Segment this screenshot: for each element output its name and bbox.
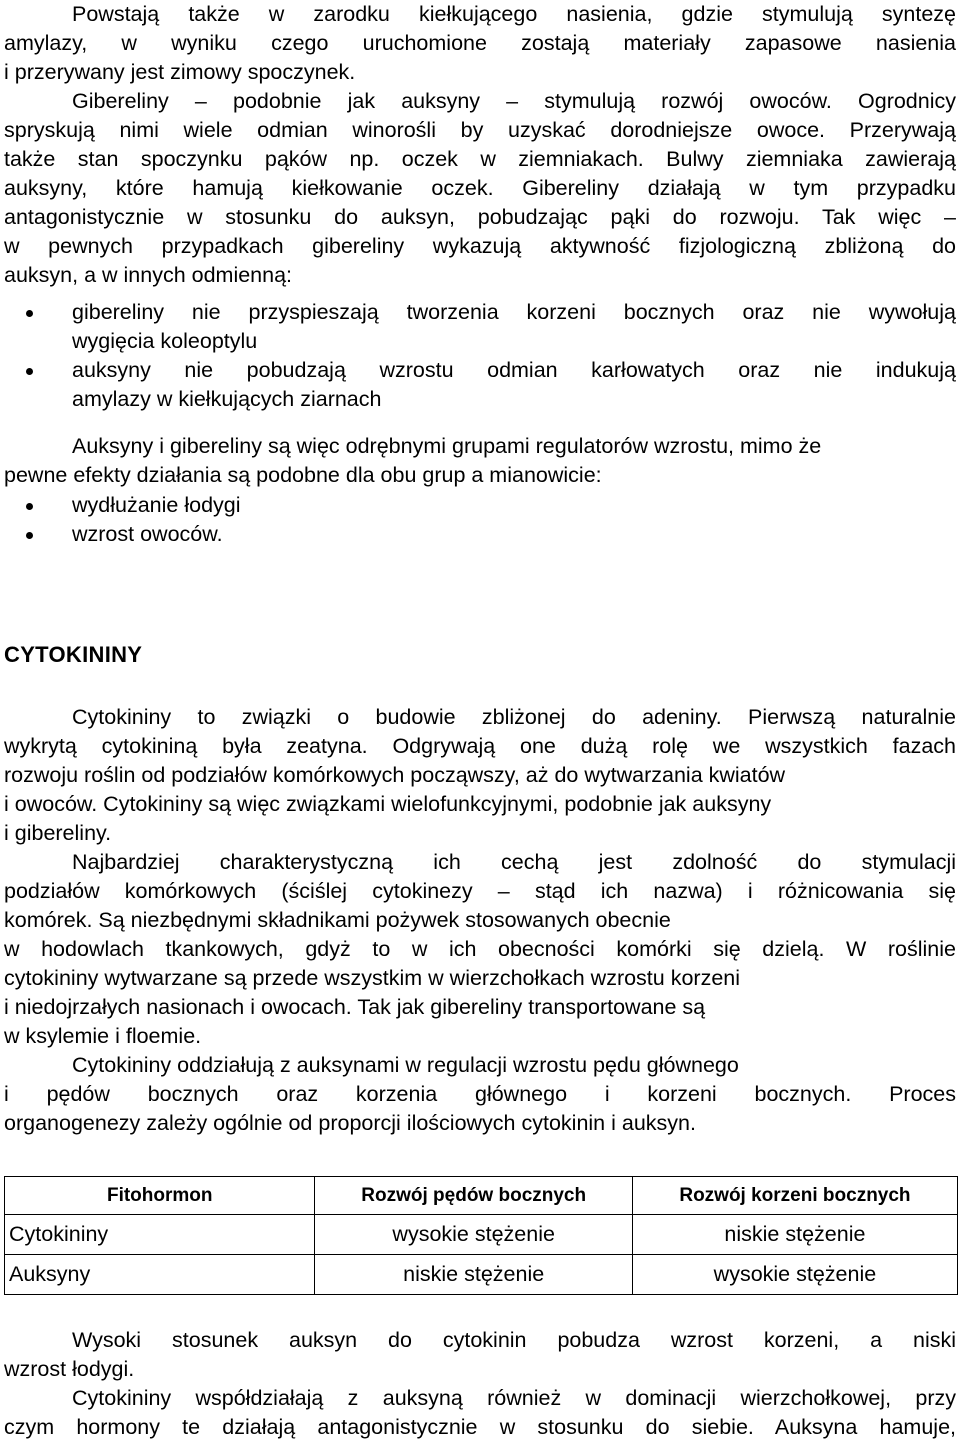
text-line: w pewnych przypadkach gibereliny wykazują aktywność fizjologiczną zbliżoną do (4, 234, 956, 258)
table-cell: wysokie stężenie (632, 1255, 957, 1295)
differences-list (4, 298, 956, 414)
text-line: i owoców. Cytokininy są więc związkami wielofunkcyjnymi, podobnie jak auksyny (4, 792, 772, 816)
text-line: gibereliny nie przyspieszają tworzenia korzeni bocznych oraz nie wywołują (72, 300, 956, 324)
list-item (4, 298, 956, 356)
text-line: i pędów bocznych oraz korzenia głównego i korzeni bocznych. Proces (4, 1082, 956, 1106)
table-cell: Auksyny (5, 1255, 315, 1295)
table-cell: wysokie stężenie (315, 1215, 632, 1255)
table-cell: niskie stężenie (632, 1215, 957, 1255)
bullet-icon (26, 368, 33, 375)
text-line: Wysoki stosunek auksyn do cytokinin pobudza wzrost korzeni, a niski (72, 1328, 956, 1352)
text-line: podziałów komórkowych (ściślej cytokinezy – stąd ich nazwa) i różnicowania się (4, 879, 956, 903)
bullet-icon (26, 503, 33, 510)
common-effects-list (4, 491, 956, 549)
text-line: cytokininy wytwarzane są przede wszystkim w wierzchołkach wzrostu korzeni (4, 966, 741, 990)
hormone-table (4, 1176, 958, 1295)
text-line: Cytokininy współdziałają z auksyną również w dominacji wierzchołkowej, przy (72, 1386, 956, 1410)
table-header-cell: Fitohormon (5, 1177, 315, 1215)
text-line: i niedojrzałych nasionach i owocach. Tak jak gibereliny transportowane są (4, 995, 706, 1019)
ratio-paragraph (4, 1326, 956, 1442)
text-line: wzrost owoców. (72, 522, 223, 546)
text-line: organogenezy zależy ogólnie od proporcji ilościowych cytokinin i auksyn. (4, 1111, 696, 1135)
bullet-icon (26, 310, 33, 317)
text-line: antagonistycznie w stosunku do auksyn, pobudzając pąki do rozwoju. Tak więc – (4, 205, 956, 229)
text-line: rozwoju roślin od podziałów komórkowych począwszy, aż do wytwarzania kwiatów (4, 763, 786, 787)
text-line: auksyn, a w innych odmienną: (4, 263, 293, 287)
text-line: Auksyny i gibereliny są więc odrębnymi grupami regulatorów wzrostu, mimo że (72, 434, 822, 458)
section-heading: CYTOKININY (4, 642, 143, 667)
bullet-icon (26, 532, 33, 539)
text-line: także stan spoczynku pąków np. oczek w ziemniakach. Bulwy ziemniaka zawierają (4, 147, 956, 171)
text-line: w ksylemie i floemie. (4, 1024, 202, 1048)
text-line: w hodowlach tkankowych, gdyż to w ich obecności komórki się dzielą. W roślinie (4, 937, 956, 961)
intro-paragraph (4, 0, 956, 290)
text-line: pewne efekty działania są podobne dla obu grup a mianowicie: (4, 463, 602, 487)
text-line: spryskują nimi wiele odmian winorośli by uzyskać dorodniejsze owoce. Przerywają (4, 118, 956, 142)
table-header-row (5, 1177, 958, 1215)
text-line: auksyny nie pobudzają wzrostu odmian karłowatych oraz nie indukują (72, 358, 956, 382)
text-line: komórek. Są niezbędnymi składnikami pożywek stosowanych obecnie (4, 908, 671, 932)
text-line: Najbardziej charakterystyczną ich cechą jest zdolność do stymulacji (72, 850, 956, 874)
text-line: i przerywany jest zimowy spoczynek. (4, 60, 356, 84)
table-cell: niskie stężenie (315, 1255, 632, 1295)
list-item (4, 356, 956, 414)
table-row (5, 1255, 958, 1295)
text-line: Powstają także w zarodku kiełkującego nasienia, gdzie stymulują syntezę (72, 2, 956, 26)
table-row (5, 1215, 958, 1255)
text-line: czym hormony te działają antagonistycznie w stosunku do siebie. Auksyna hamuje, (4, 1415, 956, 1439)
table-cell: Cytokininy (5, 1215, 315, 1255)
text-line: wygięcia koleoptylu (72, 329, 258, 353)
text-line: amylazy w kiełkujących ziarnach (72, 387, 382, 411)
table-header-cell: Rozwój korzeni bocznych (632, 1177, 957, 1215)
text-line: i gibereliny. (4, 821, 112, 845)
list-item (4, 491, 956, 520)
list-item (4, 520, 956, 549)
common-effects-paragraph (4, 432, 956, 490)
text-line: Cytokininy to związki o budowie zbliżonej do adeniny. Pierwszą naturalnie (72, 705, 956, 729)
cytokinin-paragraph (4, 703, 956, 1138)
table-header-cell: Rozwój pędów bocznych (315, 1177, 632, 1215)
text-line: amylazy, w wyniku czego uruchomione zostają materiały zapasowe nasienia (4, 31, 956, 55)
text-line: wzrost łodygi. (4, 1357, 135, 1381)
text-line: wykrytą cytokininą była zeatyna. Odgrywają one dużą rolę we wszystkich fazach (4, 734, 956, 758)
text-line: auksyny, które hamują kiełkowanie oczek. Gibereliny działają w tym przypadku (4, 176, 956, 200)
text-line: Cytokininy oddziałują z auksynami w regulacji wzrostu pędu głównego (72, 1053, 739, 1077)
text-line: Gibereliny – podobnie jak auksyny – stymulują rozwój owoców. Ogrodnicy (72, 89, 956, 113)
text-line: wydłużanie łodygi (72, 493, 241, 517)
